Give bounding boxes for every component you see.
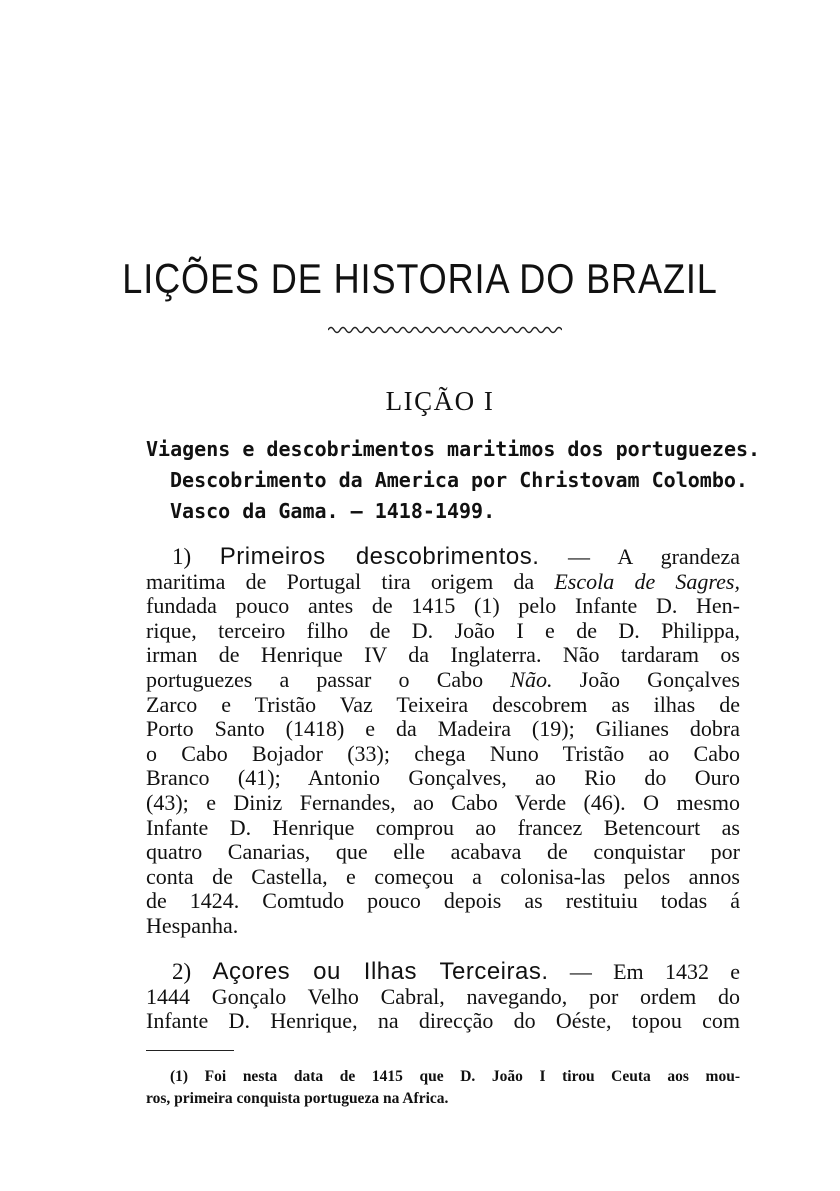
paragraph-line: conta de Castella, e começou a colonisa-las pelos annos <box>146 863 740 889</box>
section-number: 1) <box>172 544 192 569</box>
paragraph-line: o Cabo Bojador (33); chega Nuno Tristão ao Cabo <box>146 740 740 766</box>
paragraph-line: irman de Henrique IV da Inglaterra. Não tardaram os <box>146 642 740 668</box>
footnote-line: ros, primeira conquista portugueza na Africa. <box>146 1090 449 1107</box>
paragraph-line: Infante D. Henrique comprou ao francez Betencourt as <box>146 814 740 840</box>
section-heading: Açores ou Ilhas Terceiras. <box>212 958 549 985</box>
paragraph-line: Hespanha. <box>146 912 239 938</box>
subtitle-line: Vasco da Gama. — 1418-1499. <box>170 499 496 523</box>
paragraph-line: Infante D. Henrique, na direcção do Oéste, topou com <box>146 1008 740 1034</box>
paragraph-line: (43); e Diniz Fernandes, ao Cabo Verde (46). O mesmo <box>146 789 740 815</box>
lesson-subtitle <box>146 434 761 527</box>
paragraph-line: Porto Santo (1418) e da Madeira (19); Gilianes dobra <box>146 716 740 742</box>
paragraph-line: Branco (41); Antonio Gonçalves, ao Rio do Ouro <box>146 765 740 791</box>
paragraph-line: 2) Açores ou Ilhas Terceiras. — Em 1432 e <box>172 958 741 985</box>
decorative-wavy-rule <box>328 324 562 336</box>
subtitle-line: Viagens e descobrimentos maritimos dos portuguezes. <box>146 437 761 461</box>
book-title: LIÇÕES DE HISTORIA DO BRAZIL <box>122 255 718 302</box>
footnote <box>146 1066 740 1110</box>
paragraph-line: 1444 Gonçalo Velho Cabral, navegando, por ordem do <box>146 983 740 1009</box>
lesson-number: LIÇÃO I <box>385 386 495 416</box>
section-heading: Primeiros descobrimentos. <box>219 543 540 570</box>
paragraph-line: de 1424. Comtudo pouco depois as restituiu todas á <box>146 888 740 914</box>
italic-term: Não. <box>510 666 553 692</box>
paragraph-line: maritima de Portugal tira origem da Escola de Sagres, <box>146 568 740 594</box>
paragraph-line: portuguezes a passar o Cabo Não. João Gonçalves <box>146 666 740 692</box>
paragraph-line: fundada pouco antes de 1415 (1) pelo Infante D. Hen- <box>146 593 740 619</box>
footnote-divider <box>146 1050 234 1051</box>
section-acores <box>146 960 740 1034</box>
paragraph-line: quatro Canarias, que elle acabava de conquistar por <box>146 839 740 865</box>
section-primeiros-descobrimentos <box>146 545 740 939</box>
paragraph-line: 1) Primeiros descobrimentos. — A grandeza <box>172 543 740 570</box>
italic-term: Escola de Sagres, <box>554 568 740 594</box>
paragraph-line: rique, terceiro filho de D. João I e de D. Philippa, <box>146 617 740 643</box>
footnote-line: (1) Foi nesta data de 1415 que D. João I tirou Ceuta aos mou- <box>170 1068 740 1085</box>
subtitle-line: Descobrimento da America por Christovam Colombo. <box>170 468 748 492</box>
paragraph-line: Zarco e Tristão Vaz Teixeira descobrem as ilhas de <box>146 691 740 717</box>
section-number: 2) <box>172 959 192 984</box>
